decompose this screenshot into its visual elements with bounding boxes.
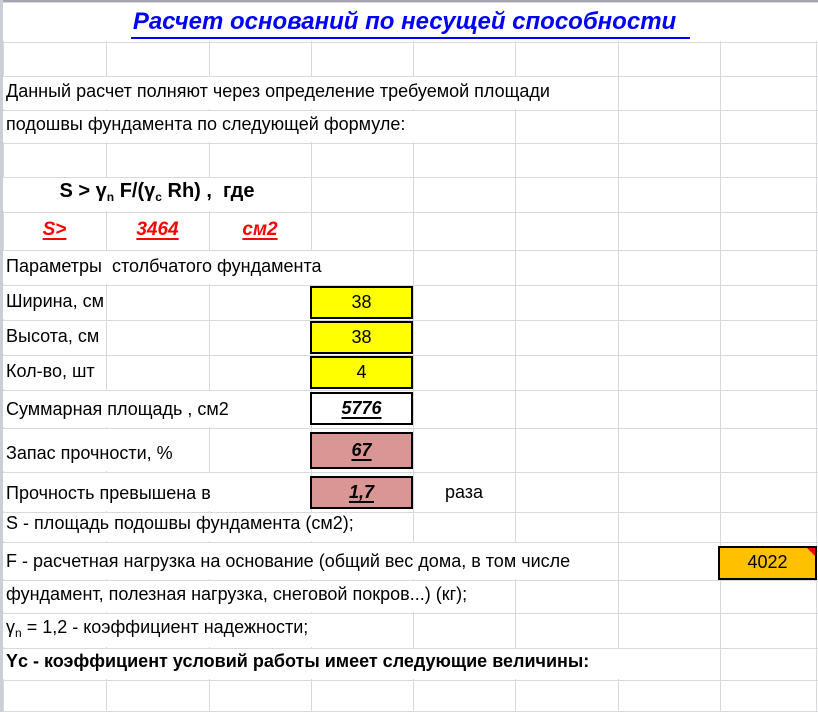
strength-excess-suffix-cell: раза bbox=[444, 482, 484, 503]
formula-row bbox=[3, 178, 311, 211]
total-area-label: Суммарная площадь , см2 bbox=[3, 391, 311, 427]
f-definition-line-1: F - расчетная нагрузка на основание (общий вес дома, в том числе bbox=[3, 543, 618, 579]
total-area-result-cell: 5776 bbox=[310, 392, 413, 425]
required-area-unit-cell: см2 bbox=[242, 219, 278, 241]
parameters-header: Параметры столбчатого фундамента bbox=[3, 251, 413, 284]
comment-indicator-icon bbox=[807, 548, 815, 556]
formula-text: $S > \gamma_n$ $F/(\gamma_c$ Rh) , где bbox=[59, 179, 255, 204]
height-label: Высота, см bbox=[3, 321, 106, 354]
intro-line-1: Данный расчет полняют через определение требуемой площади bbox=[3, 77, 618, 109]
strength-excess-label: Прочность превышена в bbox=[3, 473, 311, 511]
page-title: Расчет оснований по несущей способности bbox=[131, 9, 690, 39]
gamma-c-definition: Yc - коэффициент условий работы имеет следующие величины: bbox=[3, 649, 720, 679]
safety-margin-result-cell: 67 bbox=[310, 432, 413, 469]
load-value-cell[interactable]: 4022 bbox=[718, 546, 817, 580]
safety-margin-label: Запас прочности, % bbox=[3, 429, 209, 471]
s-definition: S - площадь подошвы фундамента (см2); bbox=[3, 513, 413, 541]
width-input-cell[interactable]: 38 bbox=[310, 286, 413, 319]
f-definition-line-2: фундамент, полезная нагрузка, снеговой покров...) (кг); bbox=[3, 581, 515, 612]
sheet-title-row bbox=[3, 3, 818, 41]
sheet-top-edge bbox=[0, 0, 818, 2]
required-area-label-cell: S> bbox=[42, 219, 67, 241]
sheet-left-edge bbox=[0, 0, 3, 712]
gamma-n-definition: $\gamma_n = 1,2$ - коэффициент надежности; bbox=[3, 614, 413, 647]
height-input-cell[interactable]: 38 bbox=[310, 321, 413, 354]
strength-excess-result-cell: 1,7 bbox=[310, 476, 413, 509]
count-input-cell[interactable]: 4 bbox=[310, 356, 413, 389]
intro-line-2: подошвы фундамента по следующей формуле: bbox=[3, 111, 515, 142]
count-label: Кол-во, шт bbox=[3, 356, 106, 389]
required-area-value-cell: 3464 bbox=[136, 219, 179, 241]
width-label: Ширина, см bbox=[3, 286, 106, 319]
